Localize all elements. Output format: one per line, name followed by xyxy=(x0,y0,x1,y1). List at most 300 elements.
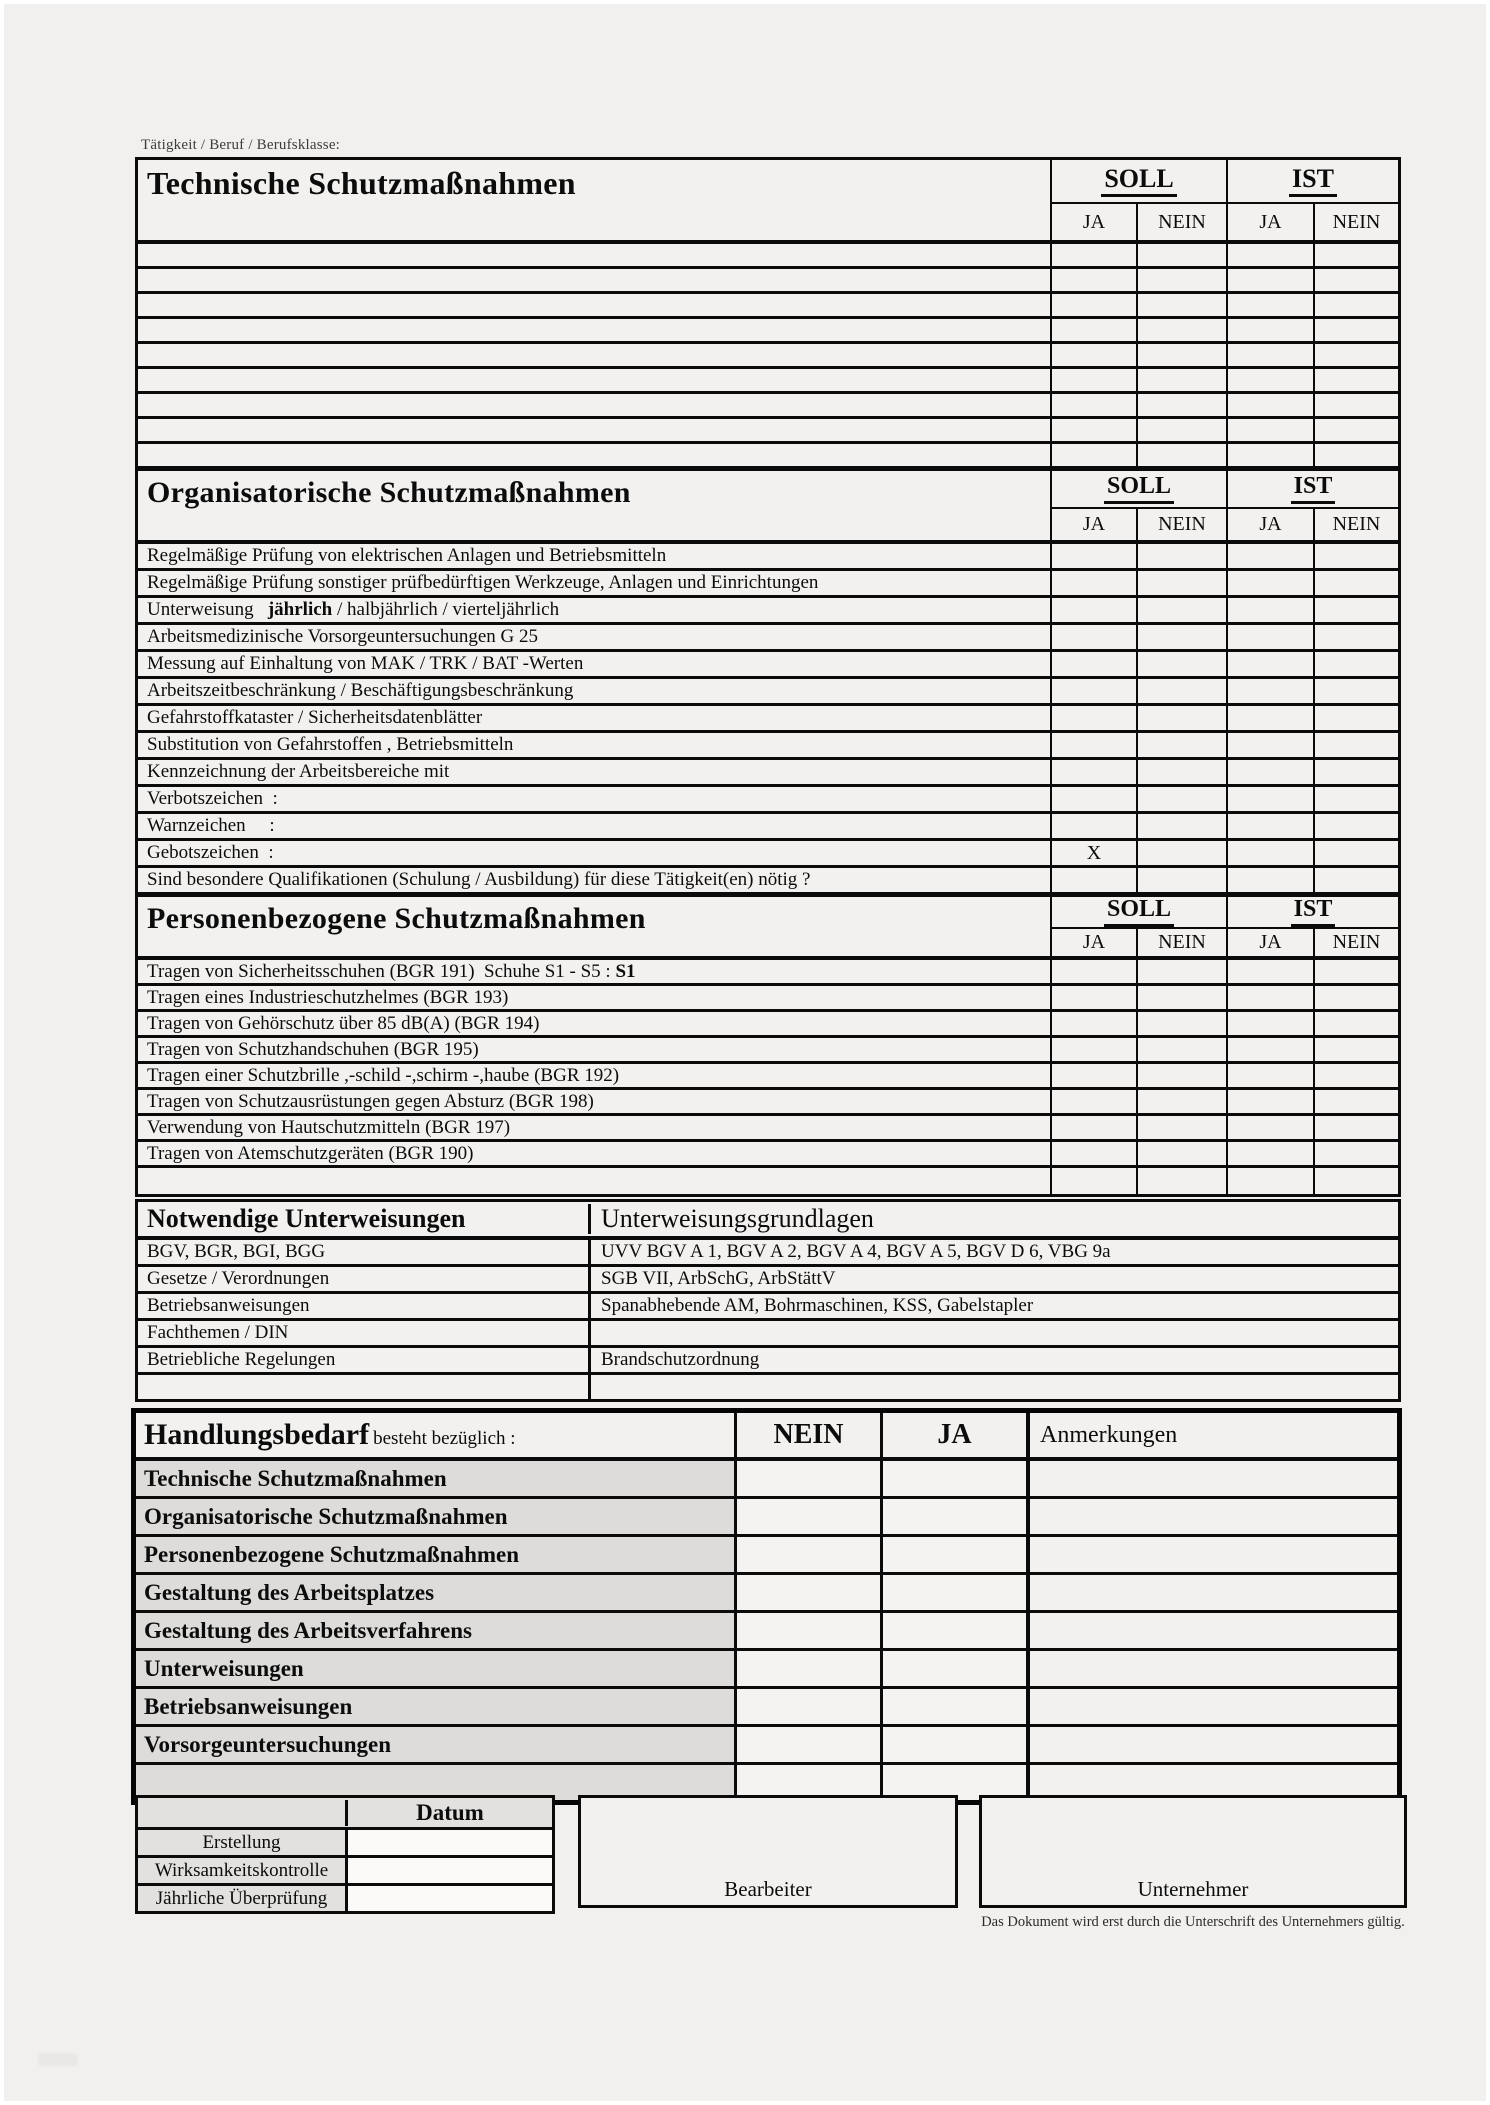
section-title-cell xyxy=(138,897,1050,956)
ist-nein-cell[interactable] xyxy=(1313,394,1398,416)
ist-nein-cell[interactable] xyxy=(1313,369,1398,391)
section-header-organisatorisch xyxy=(138,469,1398,544)
table-row-empty xyxy=(138,369,1398,394)
measure-row xyxy=(138,1090,1398,1116)
measure-row xyxy=(138,1012,1398,1038)
ist-ja-cell[interactable] xyxy=(1226,625,1313,649)
ist-ja-cell[interactable] xyxy=(1226,1168,1313,1194)
soll-ja-cell[interactable] xyxy=(1050,598,1136,622)
header-notwendige-unterweisungen: Notwendige Unterweisungen xyxy=(147,1204,466,1233)
table-row-empty xyxy=(138,444,1398,469)
soll-ja-cell[interactable] xyxy=(1050,444,1136,466)
ist-nein-header: NEIN xyxy=(1313,929,1398,956)
ist-ja-header: JA xyxy=(1226,509,1313,540)
ist-ja-cell[interactable] xyxy=(1226,319,1313,341)
column-header-nein: NEIN xyxy=(734,1413,880,1457)
ist-ja-cell[interactable] xyxy=(1226,344,1313,366)
anmerkung-cell[interactable] xyxy=(1026,1689,1397,1724)
anmerkung-cell[interactable] xyxy=(1026,1727,1397,1762)
soll-nein-cell[interactable] xyxy=(1136,344,1226,366)
soll-ja-cell[interactable] xyxy=(1050,344,1136,366)
ist-ja-cell[interactable] xyxy=(1226,544,1313,568)
soll-nein-cell[interactable] xyxy=(1136,269,1226,291)
measure-row xyxy=(138,1064,1398,1090)
ja-cell[interactable] xyxy=(880,1727,1026,1762)
ist-nein-cell[interactable] xyxy=(1313,706,1398,730)
datum-row-label: Wirksamkeitskontrolle xyxy=(138,1858,345,1883)
ist-ja-cell[interactable] xyxy=(1226,652,1313,676)
soll-nein-cell[interactable] xyxy=(1136,244,1226,266)
handlungsbedarf-row xyxy=(136,1537,1397,1575)
unterweisung-basis: SGB VII, ArbSchG, ArbStättV xyxy=(588,1267,1398,1291)
soll-nein-cell[interactable] xyxy=(1136,571,1226,595)
datum-header: Datum xyxy=(345,1800,552,1826)
table-row-empty xyxy=(138,244,1398,269)
soll-ja-cell[interactable] xyxy=(1050,1142,1136,1165)
soll-ja-cell[interactable] xyxy=(1050,1038,1136,1061)
ist-ja-cell[interactable] xyxy=(1226,369,1313,391)
ist-nein-header: NEIN xyxy=(1313,204,1398,240)
ist-label: IST xyxy=(1291,897,1336,926)
table-row-empty xyxy=(138,394,1398,419)
label-part: Unterweisung xyxy=(147,599,268,620)
soll-header-cell xyxy=(1052,897,1226,927)
soll-nein-cell[interactable] xyxy=(1136,394,1226,416)
ist-nein-cell[interactable] xyxy=(1313,760,1398,784)
ist-nein-cell[interactable] xyxy=(1313,344,1398,366)
table-row-empty xyxy=(138,269,1398,294)
soll-nein-cell[interactable] xyxy=(1136,1090,1226,1113)
ist-ja-cell[interactable] xyxy=(1226,1142,1313,1165)
soll-nein-cell[interactable] xyxy=(1136,625,1226,649)
measure-label: Verwendung von Hautschutzmitteln (BGR 197) xyxy=(147,1116,511,1138)
section-title-cell xyxy=(138,160,1050,240)
ist-header-cell xyxy=(1226,897,1398,927)
ist-ja-cell[interactable] xyxy=(1226,1116,1313,1139)
soll-nein-cell[interactable] xyxy=(1136,369,1226,391)
measure-label: Tragen von Schutzhandschuhen (BGR 195) xyxy=(147,1038,479,1060)
handlungsbedarf-table xyxy=(131,1408,1402,1805)
soll-ja-cell[interactable] xyxy=(1050,625,1136,649)
section-header-personenbezogen xyxy=(138,895,1398,960)
datum-value-cell[interactable] xyxy=(345,1858,552,1883)
unterweisung-type: BGV, BGR, BGI, BGG xyxy=(147,1241,326,1262)
ist-nein-cell[interactable] xyxy=(1313,986,1398,1009)
datum-value-cell[interactable] xyxy=(345,1886,552,1911)
measure-label xyxy=(138,961,1050,983)
measure-label: Messung auf Einhaltung von MAK / TRK / BAT -Werten xyxy=(147,653,584,674)
ist-nein-cell[interactable] xyxy=(1313,598,1398,622)
label-part-bold: S1 xyxy=(615,960,636,982)
section-title-technisch: Technische Schutzmaßnahmen xyxy=(147,165,576,201)
ja-cell[interactable] xyxy=(880,1537,1026,1572)
measure-row xyxy=(138,960,1398,986)
label-part: Tragen von Sicherheitsschuhen (BGR 191) Schuhe S1 - S5 : xyxy=(147,960,616,982)
soll-nein-cell[interactable] xyxy=(1136,652,1226,676)
soll-nein-cell[interactable] xyxy=(1136,787,1226,811)
handlungsbedarf-title: Handlungsbedarf xyxy=(144,1418,370,1451)
ist-ja-cell[interactable] xyxy=(1226,1012,1313,1035)
measure-row xyxy=(138,1116,1398,1142)
ist-ja-cell[interactable] xyxy=(1226,598,1313,622)
ist-ja-cell[interactable] xyxy=(1226,960,1313,983)
ist-ja-cell[interactable] xyxy=(1226,269,1313,291)
ist-nein-cell[interactable] xyxy=(1313,294,1398,316)
soll-ja-cell[interactable] xyxy=(1050,571,1136,595)
soll-ja-cell[interactable] xyxy=(1050,1012,1136,1035)
ist-ja-cell[interactable] xyxy=(1226,1038,1313,1061)
ja-cell[interactable] xyxy=(880,1461,1026,1496)
row-label: Organisatorische Schutzmaßnahmen xyxy=(136,1499,734,1534)
soll-ja-cell[interactable] xyxy=(1050,1090,1136,1113)
ist-nein-cell[interactable] xyxy=(1313,1168,1398,1194)
ja-cell[interactable] xyxy=(880,1651,1026,1686)
ist-nein-cell[interactable] xyxy=(1313,679,1398,703)
unterweisung-row xyxy=(138,1321,1398,1348)
ist-nein-cell[interactable] xyxy=(1313,269,1398,291)
handlungsbedarf-row xyxy=(136,1651,1397,1689)
soll-ja-cell[interactable] xyxy=(1050,814,1136,838)
soll-nein-cell[interactable] xyxy=(1136,544,1226,568)
datum-row xyxy=(138,1886,552,1911)
handlungsbedarf-row xyxy=(136,1575,1397,1613)
nein-cell[interactable] xyxy=(734,1613,880,1648)
datum-row-label: Erstellung xyxy=(138,1830,345,1855)
soll-nein-cell[interactable] xyxy=(1136,1168,1226,1194)
ist-nein-header: NEIN xyxy=(1313,509,1398,540)
ist-ja-cell[interactable] xyxy=(1226,294,1313,316)
measure-label: Tragen von Schutzausrüstungen gegen Absturz (BGR 198) xyxy=(147,1090,594,1112)
measure-row xyxy=(138,1038,1398,1064)
measure-row xyxy=(138,760,1398,787)
soll-ja-header: JA xyxy=(1082,513,1106,535)
ist-nein-cell[interactable] xyxy=(1313,244,1398,266)
datum-row xyxy=(138,1858,552,1886)
datum-value-cell[interactable] xyxy=(345,1830,552,1855)
column-header-anmerkungen: Anmerkungen xyxy=(1026,1413,1397,1457)
soll-ja-cell[interactable] xyxy=(1050,269,1136,291)
soll-ja-cell[interactable] xyxy=(1050,733,1136,757)
row-label: Personenbezogene Schutzmaßnahmen xyxy=(136,1537,734,1572)
soll-ja-cell[interactable] xyxy=(1050,1168,1136,1194)
ist-ja-header: JA xyxy=(1226,929,1313,956)
measure-label: Tragen von Gehörschutz über 85 dB(A) (BGR 194) xyxy=(147,1012,540,1034)
ist-ja-cell[interactable] xyxy=(1226,841,1313,865)
header-unterweisungsgrundlagen: Unterweisungsgrundlagen xyxy=(588,1204,1398,1234)
ja-cell[interactable] xyxy=(880,1499,1026,1534)
measure-label xyxy=(138,599,1050,621)
soll-ja-cell[interactable] xyxy=(1050,679,1136,703)
nein-cell[interactable] xyxy=(734,1575,880,1610)
soll-nein-cell[interactable] xyxy=(1136,444,1226,466)
soll-nein-cell[interactable] xyxy=(1136,294,1226,316)
nein-cell[interactable] xyxy=(734,1461,880,1496)
ist-nein-cell[interactable] xyxy=(1313,1142,1398,1165)
soll-nein-cell[interactable] xyxy=(1136,1012,1226,1035)
row-label: Vorsorgeuntersuchungen xyxy=(136,1727,734,1762)
soll-ja-cell[interactable] xyxy=(1050,706,1136,730)
unterweisung-type: Betriebsanweisungen xyxy=(147,1295,310,1316)
datum-row-label: Jährliche Überprüfung xyxy=(138,1886,345,1911)
unterweisung-type: Betriebliche Regelungen xyxy=(147,1349,336,1370)
ja-cell[interactable] xyxy=(880,1613,1026,1648)
unterweisungen-header xyxy=(138,1202,1398,1240)
handlungsbedarf-header xyxy=(136,1413,1397,1461)
main-measures-table xyxy=(135,157,1401,1197)
measure-label: Gebotszeichen : xyxy=(147,842,274,863)
datum-table xyxy=(135,1795,555,1914)
handlungsbedarf-title-cell xyxy=(136,1418,734,1452)
row-label: Gestaltung des Arbeitsverfahrens xyxy=(136,1613,734,1648)
measure-label: Tragen einer Schutzbrille ,-schild -,schirm -,haube (BGR 192) xyxy=(147,1064,620,1086)
ist-nein-cell[interactable] xyxy=(1313,319,1398,341)
ist-nein-cell[interactable] xyxy=(1313,652,1398,676)
ist-ja-cell[interactable] xyxy=(1226,986,1313,1009)
soll-nein-cell[interactable] xyxy=(1136,1116,1226,1139)
soll-ja-cell[interactable] xyxy=(1050,244,1136,266)
ist-ja-cell[interactable] xyxy=(1226,1090,1313,1113)
soll-nein-header: NEIN xyxy=(1136,509,1226,540)
label-part-bold: jährlich xyxy=(267,599,333,620)
soll-ist-header-block xyxy=(1050,160,1398,240)
soll-nein-cell[interactable] xyxy=(1136,1064,1226,1087)
soll-nein-cell[interactable] xyxy=(1136,598,1226,622)
soll-ja-cell[interactable] xyxy=(1050,419,1136,441)
ist-nein-cell[interactable] xyxy=(1313,419,1398,441)
measure-label: Warnzeichen : xyxy=(147,815,275,836)
soll-ja-cell[interactable] xyxy=(1050,652,1136,676)
unterweisung-basis: Brandschutzordnung xyxy=(588,1348,1398,1372)
soll-ja-cell[interactable] xyxy=(1050,960,1136,983)
soll-nein-cell[interactable] xyxy=(1136,319,1226,341)
ist-label: IST xyxy=(1289,165,1337,196)
soll-header-cell xyxy=(1052,160,1226,202)
measure-label: Regelmäßige Prüfung von elektrischen Anlagen und Betriebsmitteln xyxy=(147,545,667,566)
job-class-label: Tätigkeit / Beruf / Berufsklasse: xyxy=(141,137,341,153)
ist-nein-cell[interactable] xyxy=(1313,787,1398,811)
ist-header-cell xyxy=(1226,160,1398,202)
measure-label: Verbotszeichen : xyxy=(147,788,278,809)
measure-label: Substitution von Gefahrstoffen , Betriebsmitteln xyxy=(147,734,514,755)
anmerkung-cell[interactable] xyxy=(1026,1461,1397,1496)
measure-label: Sind besondere Qualifikationen (Schulung / Ausbildung) für diese Tätigkeit(en) nötig ? xyxy=(147,869,811,890)
ist-header-cell xyxy=(1226,471,1398,507)
soll-nein-cell[interactable] xyxy=(1136,868,1226,892)
table-row-empty xyxy=(138,319,1398,344)
soll-ja-cell[interactable] xyxy=(1050,544,1136,568)
soll-nein-cell[interactable] xyxy=(1136,706,1226,730)
soll-nein-cell[interactable] xyxy=(1136,960,1226,983)
soll-nein-cell[interactable] xyxy=(1136,1038,1226,1061)
soll-label: SOLL xyxy=(1104,474,1174,503)
soll-ja-cell[interactable] xyxy=(1050,868,1136,892)
unternehmer-signature-box[interactable] xyxy=(979,1795,1407,1908)
unterweisung-row xyxy=(138,1294,1398,1321)
soll-label: SOLL xyxy=(1101,165,1176,196)
soll-ja-cell[interactable] xyxy=(1050,841,1136,865)
ist-nein-cell[interactable] xyxy=(1313,1012,1398,1035)
ist-nein-cell[interactable] xyxy=(1313,625,1398,649)
soll-ja-cell[interactable] xyxy=(1050,1116,1136,1139)
ist-nein-cell[interactable] xyxy=(1313,1116,1398,1139)
anmerkung-cell[interactable] xyxy=(1026,1651,1397,1686)
table-row-empty xyxy=(138,344,1398,369)
ist-label: IST xyxy=(1291,474,1336,503)
unterweisung-basis: Spanabhebende AM, Bohrmaschinen, KSS, Gabelstapler xyxy=(588,1294,1398,1318)
column-header-ja: JA xyxy=(880,1413,1026,1457)
nein-cell[interactable] xyxy=(734,1689,880,1724)
measure-row xyxy=(138,598,1398,625)
ist-ja-cell[interactable] xyxy=(1226,679,1313,703)
measure-label: Gefahrstoffkataster / Sicherheitsdatenblätter xyxy=(147,707,483,728)
measure-label: Arbeitszeitbeschränkung / Beschäftigungsbeschränkung xyxy=(147,680,574,701)
soll-ja-cell[interactable] xyxy=(1050,787,1136,811)
scan-artifact xyxy=(38,2053,78,2066)
soll-nein-cell[interactable] xyxy=(1136,760,1226,784)
ist-ja-cell[interactable] xyxy=(1226,787,1313,811)
ist-nein-cell[interactable] xyxy=(1313,960,1398,983)
soll-ja-cell[interactable] xyxy=(1050,294,1136,316)
measure-row xyxy=(138,652,1398,679)
row-label: Technische Schutzmaßnahmen xyxy=(136,1461,734,1496)
soll-nein-cell[interactable] xyxy=(1136,679,1226,703)
handlungsbedarf-row xyxy=(136,1461,1397,1499)
measure-row xyxy=(138,706,1398,733)
ist-ja-cell[interactable] xyxy=(1226,1064,1313,1087)
datum-row xyxy=(138,1830,552,1858)
handlungsbedarf-row xyxy=(136,1613,1397,1651)
ist-ja-cell[interactable] xyxy=(1226,419,1313,441)
ist-nein-cell[interactable] xyxy=(1313,868,1398,892)
ist-nein-cell[interactable] xyxy=(1313,571,1398,595)
soll-ja-cell[interactable] xyxy=(1050,760,1136,784)
ja-cell[interactable] xyxy=(880,1689,1026,1724)
nein-cell[interactable] xyxy=(734,1537,880,1572)
soll-ja-cell[interactable] xyxy=(1050,394,1136,416)
section-title-organisatorisch: Organisatorische Schutzmaßnahmen xyxy=(147,476,631,509)
ist-nein-cell[interactable] xyxy=(1313,814,1398,838)
soll-ja-header: JA xyxy=(1082,210,1106,233)
handlungsbedarf-subtitle: besteht bezüglich : xyxy=(373,1428,516,1449)
bearbeiter-signature-box[interactable] xyxy=(578,1795,958,1908)
soll-header-cell xyxy=(1052,471,1226,507)
ist-ja-cell[interactable] xyxy=(1226,814,1313,838)
section-title-personenbezogen: Personenbezogene Schutzmaßnahmen xyxy=(147,902,646,935)
anmerkung-cell[interactable] xyxy=(1026,1499,1397,1534)
anmerkung-cell[interactable] xyxy=(1026,1613,1397,1648)
unterweisung-basis[interactable] xyxy=(588,1321,1398,1345)
ist-ja-cell[interactable] xyxy=(1226,760,1313,784)
table-row-empty xyxy=(138,419,1398,444)
soll-nein-header: NEIN xyxy=(1136,929,1226,956)
nein-cell[interactable] xyxy=(734,1651,880,1686)
signature-validity-note: Das Dokument wird erst durch die Unterschrift des Unternehmers gültig. xyxy=(981,1914,1405,1930)
measure-label: Tragen von Atemschutzgeräten (BGR 190) xyxy=(147,1142,474,1164)
soll-nein-cell[interactable] xyxy=(1136,733,1226,757)
ist-nein-cell[interactable] xyxy=(1313,1038,1398,1061)
ist-nein-cell[interactable] xyxy=(1313,1090,1398,1113)
unterweisung-row-empty xyxy=(138,1375,1398,1399)
unterweisung-row xyxy=(138,1348,1398,1375)
ist-nein-cell[interactable] xyxy=(1313,733,1398,757)
soll-ja-cell[interactable] xyxy=(1050,369,1136,391)
ist-ja-header: JA xyxy=(1226,204,1313,240)
unterweisungen-table xyxy=(135,1199,1401,1402)
unterweisung-type: Fachthemen / DIN xyxy=(147,1322,289,1343)
measure-label: Regelmäßige Prüfung sonstiger prüfbedürftigen Werkzeuge, Anlagen und Einrichtungen xyxy=(147,572,819,593)
ist-ja-cell[interactable] xyxy=(1226,868,1313,892)
soll-nein-cell[interactable] xyxy=(1136,1142,1226,1165)
measure-label: Arbeitsmedizinische Vorsorgeuntersuchungen G 25 xyxy=(147,626,539,647)
ist-ja-cell[interactable] xyxy=(1226,244,1313,266)
soll-nein-cell[interactable] xyxy=(1136,419,1226,441)
ist-nein-cell[interactable] xyxy=(1313,841,1398,865)
measure-row xyxy=(138,544,1398,571)
x-mark: X xyxy=(1086,841,1102,864)
table-row-empty xyxy=(138,294,1398,319)
ist-ja-cell[interactable] xyxy=(1226,571,1313,595)
soll-ja-cell[interactable] xyxy=(1050,986,1136,1009)
ist-nein-cell[interactable] xyxy=(1313,544,1398,568)
unterweisung-row xyxy=(138,1267,1398,1294)
row-label: Unterweisungen xyxy=(136,1651,734,1686)
bearbeiter-label: Bearbeiter xyxy=(724,1877,812,1901)
table-row-empty xyxy=(138,1168,1398,1194)
anmerkung-cell[interactable] xyxy=(1026,1575,1397,1610)
measure-row xyxy=(138,986,1398,1012)
nein-cell[interactable] xyxy=(734,1499,880,1534)
soll-ja-header: JA xyxy=(1082,931,1106,953)
ist-nein-cell[interactable] xyxy=(1313,444,1398,466)
handlungsbedarf-row xyxy=(136,1499,1397,1537)
anmerkung-cell[interactable] xyxy=(1026,1537,1397,1572)
soll-label: SOLL xyxy=(1104,897,1174,926)
ist-ja-cell[interactable] xyxy=(1226,733,1313,757)
ist-nein-cell[interactable] xyxy=(1313,1064,1398,1087)
row-label: Betriebsanweisungen xyxy=(136,1689,734,1724)
ja-cell[interactable] xyxy=(880,1575,1026,1610)
measure-label: Kennzeichnung der Arbeitsbereiche mit xyxy=(147,761,450,782)
soll-ja-cell[interactable] xyxy=(1050,1064,1136,1087)
soll-nein-header: NEIN xyxy=(1136,204,1226,240)
datum-header-row xyxy=(138,1798,552,1830)
measure-row xyxy=(138,1142,1398,1168)
soll-ja-cell[interactable] xyxy=(1050,319,1136,341)
measure-row xyxy=(138,625,1398,652)
handlungsbedarf-row xyxy=(136,1689,1397,1727)
nein-cell[interactable] xyxy=(734,1727,880,1762)
label-part: / halbjährlich / vierteljährlich xyxy=(332,599,560,620)
soll-nein-cell[interactable] xyxy=(1136,986,1226,1009)
datum-header-spacer xyxy=(138,1798,345,1827)
unterweisung-type: Gesetze / Verordnungen xyxy=(147,1268,330,1289)
unterweisung-row xyxy=(138,1240,1398,1267)
measure-row xyxy=(138,571,1398,598)
ist-ja-cell[interactable] xyxy=(1226,706,1313,730)
measure-row xyxy=(138,679,1398,706)
section-title-cell xyxy=(138,471,1050,540)
soll-nein-cell[interactable] xyxy=(1136,814,1226,838)
measure-row xyxy=(138,868,1398,895)
unterweisung-basis[interactable] xyxy=(588,1375,1398,1399)
unterweisung-basis: UVV BGV A 1, BGV A 2, BGV A 4, BGV A 5, BGV D 6, VBG 9a xyxy=(588,1240,1398,1264)
measure-label: Tragen eines Industrieschutzhelmes (BGR 193) xyxy=(147,986,509,1008)
section-header-technisch xyxy=(138,160,1398,244)
ist-ja-cell[interactable] xyxy=(1226,394,1313,416)
handlungsbedarf-row xyxy=(136,1727,1397,1765)
soll-nein-cell[interactable] xyxy=(1136,841,1226,865)
ist-ja-cell[interactable] xyxy=(1226,444,1313,466)
